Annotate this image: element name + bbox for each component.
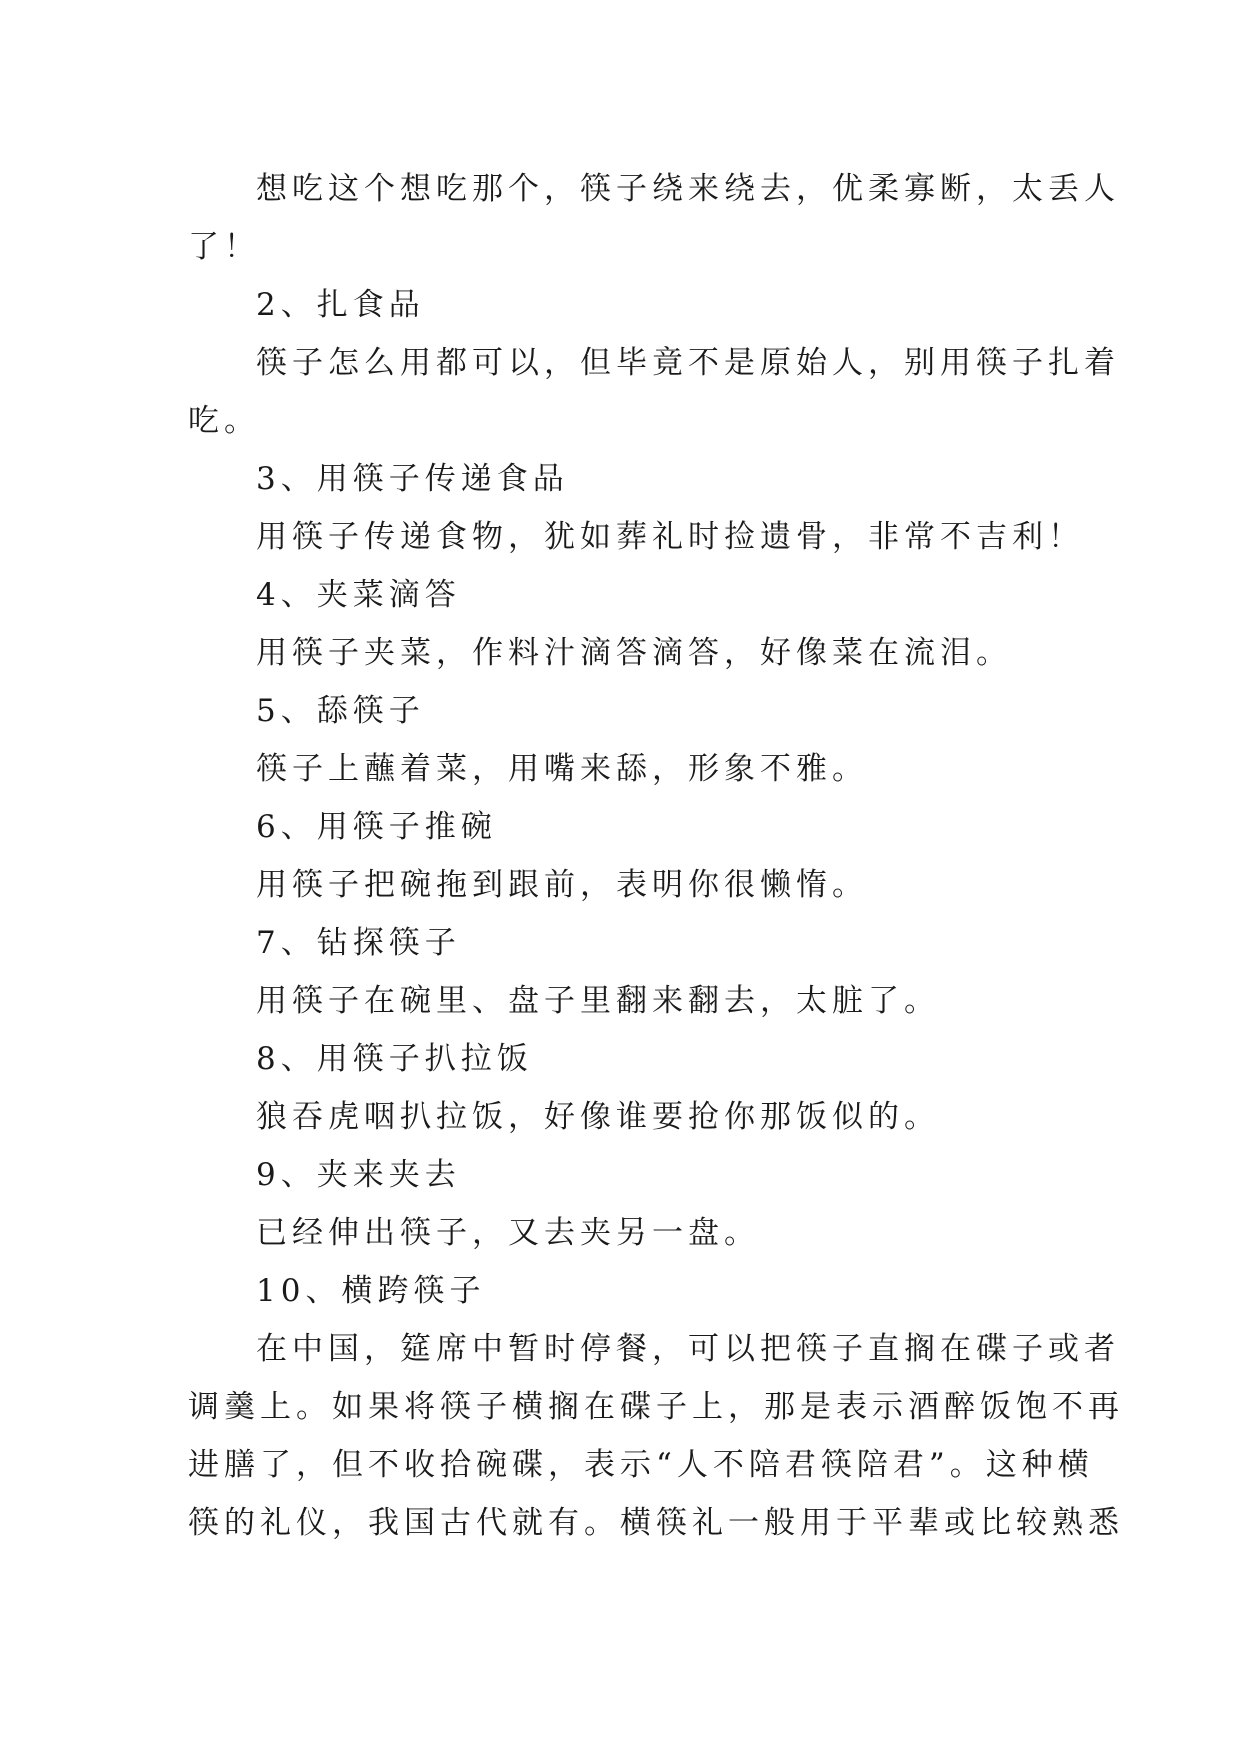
text-line: 用筷子夹菜，作料汁滴答滴答，好像菜在流泪。 — [256, 635, 1012, 671]
section-heading: 9、夹来夹去 — [256, 1157, 461, 1193]
section-heading: 10、横跨筷子 — [256, 1273, 486, 1309]
section-heading: 5、舔筷子 — [256, 693, 425, 729]
section-heading: 4、夹菜滴答 — [256, 577, 461, 613]
text-line: 已经伸出筷子，又去夹另一盘。 — [256, 1215, 760, 1251]
section-heading: 6、用筷子推碗 — [256, 809, 497, 845]
section-heading: 7、钻探筷子 — [256, 925, 461, 961]
text-line: 筷子上蘸着菜，用嘴来舔，形象不雅。 — [256, 751, 868, 787]
section-heading: 3、用筷子传递食品 — [256, 461, 569, 497]
section-heading: 2、扎食品 — [256, 287, 425, 323]
text-line: 调羹上。如果将筷子横搁在碟子上，那是表示酒醉饭饱不再 — [188, 1389, 1124, 1425]
text-line: 想吃这个想吃那个，筷子绕来绕去，优柔寡断，太丢人 — [256, 171, 1120, 207]
section-heading: 8、用筷子扒拉饭 — [256, 1041, 533, 1077]
text-line: 用筷子把碗拖到跟前，表明你很懒惰。 — [256, 867, 868, 903]
document-body — [188, 160, 1124, 1552]
text-line: 筷子怎么用都可以，但毕竟不是原始人，别用筷子扎着 — [256, 345, 1120, 381]
text-line: 用筷子传递食物，犹如葬礼时捡遗骨，非常不吉利！ — [256, 519, 1084, 555]
text-line: 吃。 — [188, 403, 260, 439]
text-line: 在中国，筵席中暂时停餐，可以把筷子直搁在碟子或者 — [256, 1331, 1120, 1367]
text-line: 筷的礼仪，我国古代就有。横筷礼一般用于平辈或比较熟悉 — [188, 1505, 1124, 1541]
text-line: 用筷子在碗里、盘子里翻来翻去，太脏了。 — [256, 983, 940, 1019]
text-line: 进膳了，但不收拾碗碟，表示“人不陪君筷陪君”。这种横 — [188, 1447, 1094, 1483]
text-line: 了！ — [188, 229, 260, 265]
text-line: 狼吞虎咽扒拉饭，好像谁要抢你那饭似的。 — [256, 1099, 940, 1135]
